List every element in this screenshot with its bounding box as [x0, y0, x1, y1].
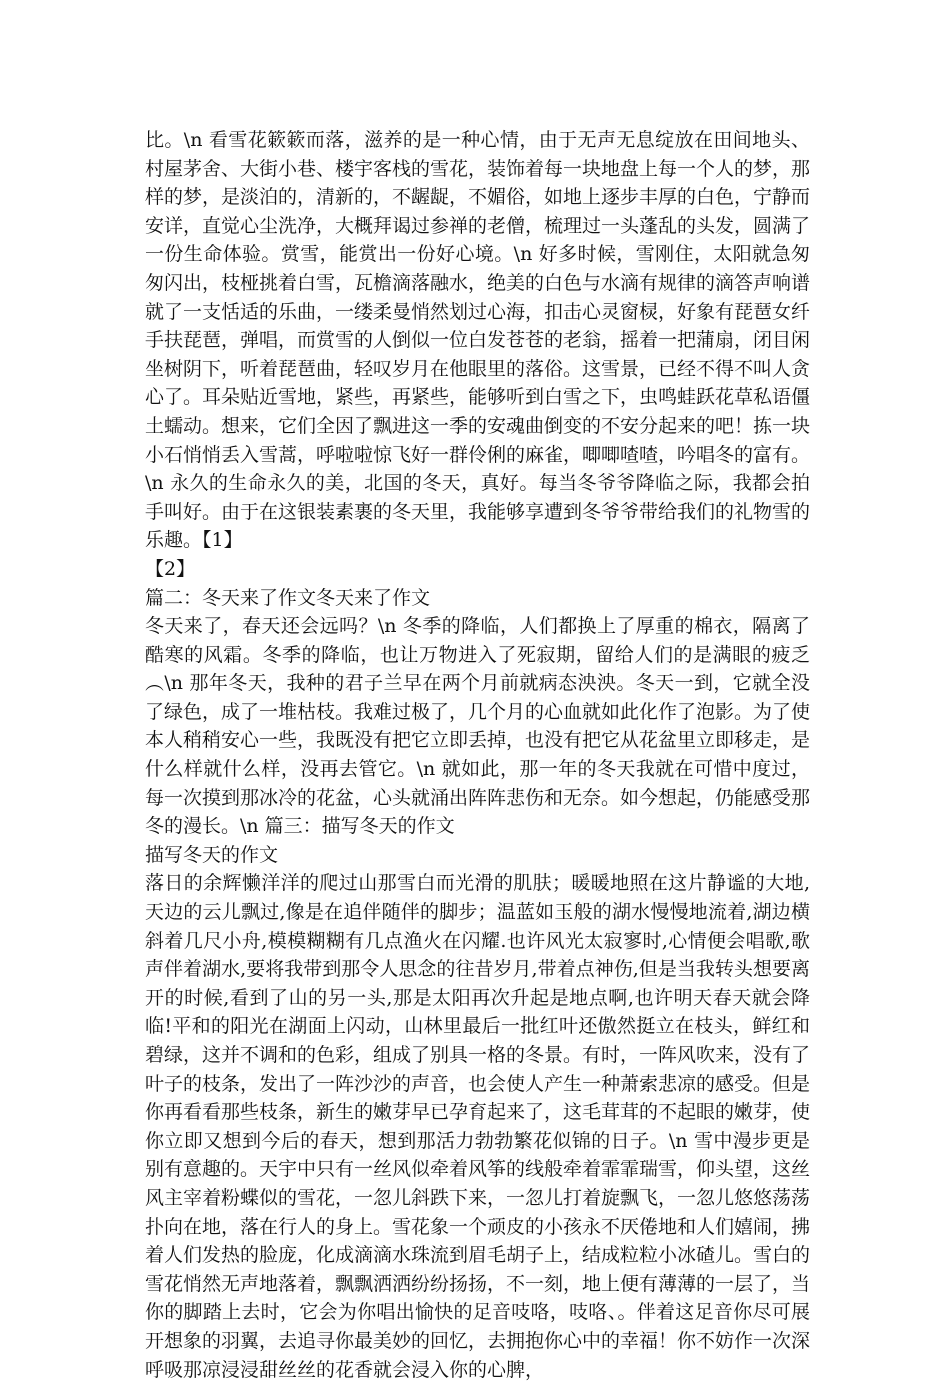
section-heading-2: 篇二：冬天来了作文冬天来了作文	[145, 586, 431, 609]
paragraph-snow-appreciation: 比。\n 看雪花簌簌而落，滋养的是一种心情，由于无声无息绽放在田间地头、村屋茅舍、大街小巷、楼宇客栈的雪花，装饰着每一块地盘上每一个人的梦，那样的梦，是淡泊的，清新的，不龌龊，不媚俗，如地上逐步丰厚的白色，宁静而安详，直觉心尘洗净，大概拜谒过参禅的老僧，梳理过一头蓬乱的头发，圆满了一份生命体验。赏雪，能赏出一份好心境。\n 好多时候，雪刚住，太阳就急匆匆闪出，枝桠挑着白雪，瓦檐滴落融水，绝美的白色与水滴有规律的滴答声响谱就了一支恬适的乐曲，一缕柔曼悄然划过心海，扣击心灵窗棂，好象有琵琶女纤手扶琵琶，弹唱，而赏雪的人倒似一位白发苍苍的老翁，摇着一把蒲扇，闭目闲坐树阴下，听着琵琶曲，轻叹岁月在他眼里的落俗。这雪景，已经不得不叫人贪心了。耳朵贴近雪地，紧些，再紧些，能够听到白雪之下，虫鸣蛙跃花草私语僵土蠕动。想来，它们全因了飘进这一季的安魂曲倒变的不安分起来的吧！拣一块小石悄悄丢入雪蒿，呼啦啦惊飞好一群伶俐的麻雀，唧唧喳喳，吟唱冬的富有。\n 永久的生命永久的美，北国的冬天，真好。每当冬爷爷降临之际，我都会拍手叫好。由于在这银装素裹的冬天里，我能够享遭到冬爷爷带给我们的礼物雪的乐趣。【1】	[145, 129, 811, 552]
section-marker-2: 【2】	[145, 557, 196, 580]
paragraph-winter-came: 冬天来了，春天还会远吗？\n 冬季的降临，人们都换上了厚重的棉衣，隔离了酷寒的风霜。冬季的降临，也让万物进入了死寂期，留给人们的是满眼的疲乏︵\n 那年冬天，我种的君子兰早在两个月前就病态泱泱。冬天一到，它就全没了绿色，成了一堆枯枝。我难过极了，几个月的心血就如此化作了泡影。为了使本人稍稍安心一些，我既没有把它立即丢掉，也没有把它从花盆里立即移走，是什么样就什么样，没再去管它。\n 就如此，那一年的冬天我就在可惜中度过，每一次摸到那冰冷的花盆，心头就涌出阵阵悲伤和无奈。如今想起，仍能感受那冬的漫长。\n 篇三：描写冬天的作文	[145, 615, 811, 838]
document-page	[145, 126, 810, 1384]
section-heading-3: 描写冬天的作文	[145, 843, 279, 866]
paragraph-describe-winter: 落日的余辉懒洋洋的爬过山那雪白而光滑的肌肤；暖暖地照在这片静谧的大地,天边的云儿飘过,像是在追伴随伴的脚步；温蓝如玉般的湖水慢慢地流着,湖边横斜着几尺小舟,模模糊糊有几点渔火在闪耀.也许风光太寂寥时,心情便会唱歌,歌声伴着湖水,要将我带到那令人思念的往昔岁月,带着点神伤,但是当我转头想要离开的时候,看到了山的另一头,那是太阳再次升起是地点啊,也许明天春天就会降临!平和的阳光在湖面上闪动，山林里最后一批红叶还傲然挺立在枝头，鲜红和碧绿，这并不调和的色彩，组成了别具一格的冬景。有时，一阵风吹来，没有了叶子的枝条，发出了一阵沙沙的声音，也会使人产生一种萧索悲凉的感受。但是你再看看那些枝条，新生的嫩芽早已孕育起来了，这毛茸茸的不起眼的嫩芽，使你立即又想到今后的春天，想到那活力勃勃繁花似锦的日子。\n 雪中漫步更是别有意趣的。天宇中只有一丝风似牵着风筝的线般牵着霏霏瑞雪，仰头望，这丝风主宰着粉蝶似的雪花，一忽儿斜跌下来，一忽儿打着旋飘飞，一忽儿悠悠荡荡扑向在地，落在行人的身上。雪花象一个顽皮的小孩永不厌倦地和人们嬉闹，拂着人们发热的脸庞，化成滴滴水珠流到眉毛胡子上，结成粒粒小冰碴儿。雪白的雪花悄然无声地落着，飘飘洒洒纷纷扬扬，不一刻，地上便有薄薄的一层了，当你的脚踏上去时，它会为你唱出愉快的足音吱咯，吱咯、。伴着这足音你尽可展开想象的羽翼，去追寻你最美妙的回忆，去拥抱你心中的幸福！你不妨作一次深呼吸那凉浸浸甜丝丝的花香就会浸入你的心脾，	[145, 872, 811, 1381]
